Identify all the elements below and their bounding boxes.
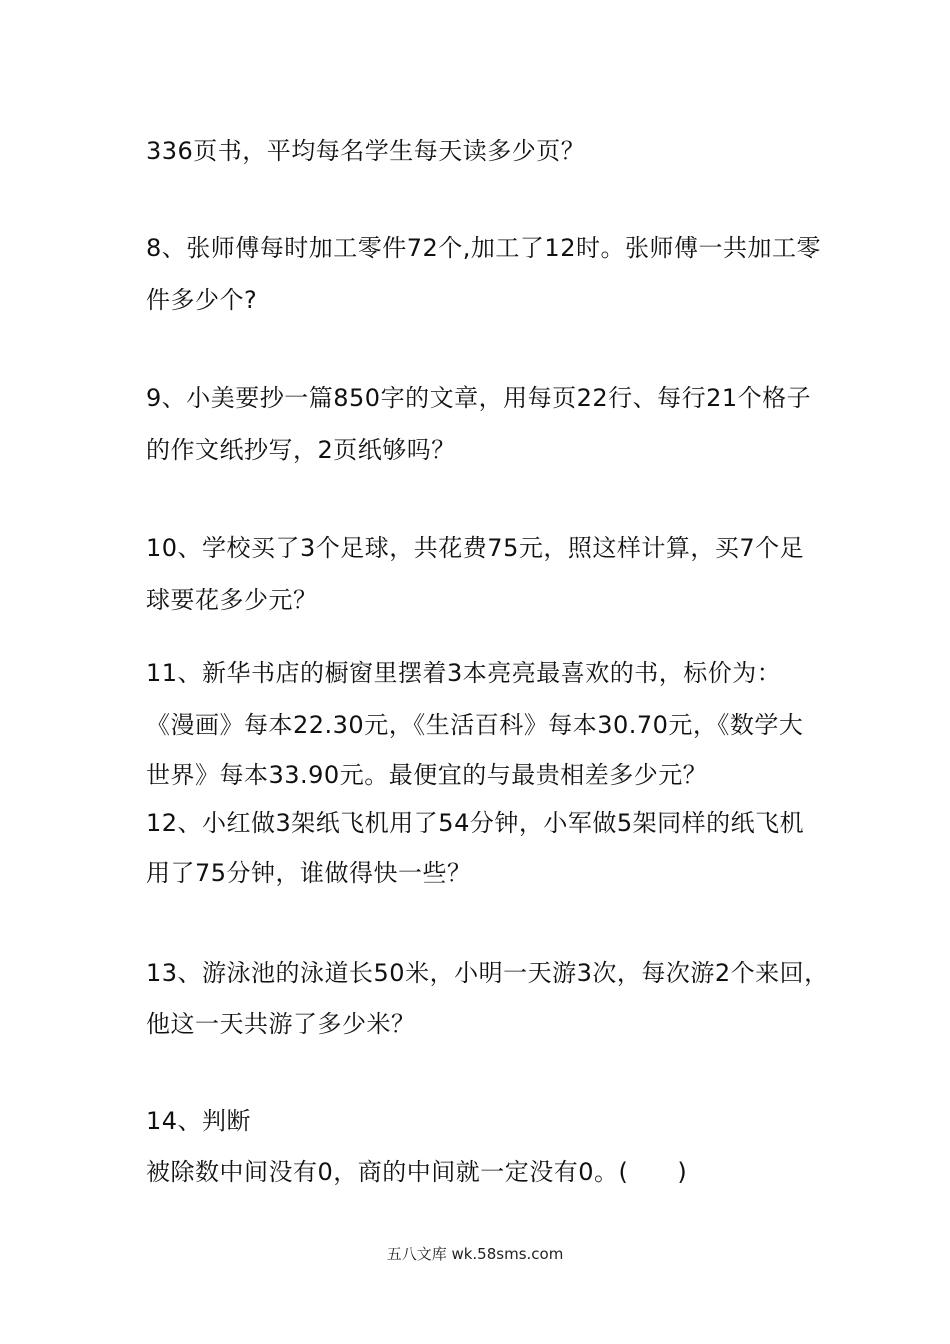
text-line-q8-2: 件多少个? [146,286,258,314]
text-line-q10-2: 球要花多少元？ [146,586,318,614]
footer-watermark: 五八文库 wk.58sms.com [386,1245,564,1263]
text-line-q14-statement: 被除数中间没有0，商的中间就一定没有0。( ) [146,1158,688,1186]
text-line-q13-2: 他这一天共游了多少米？ [146,1010,416,1038]
text-line-q13-1: 13、游泳池的泳道长50米，小明一天游3次，每次游2个来回， [146,959,829,987]
text-line-q9-2: 的作文纸抄写，2页纸够吗？ [146,436,456,464]
text-line-q12-1: 12、小红做3架纸飞机用了54分钟，小军做5架同样的纸飞机 [146,809,805,837]
text-line-q8-1: 8、张师傅每时加工零件72个,加工了12时。张师傅一共加工零 [146,234,821,262]
text-line-q7-continuation: 336页书，平均每名学生每天读多少页？ [146,137,586,165]
text-line-q11-1: 11、新华书店的橱窗里摆着3本亮亮最喜欢的书，标价为： [146,659,782,687]
text-line-q10-1: 10、学校买了3个足球，共花费75元，照这样计算，买7个足 [146,534,805,562]
text-line-q9-1: 9、小美要抄一篇850字的文章，用每页22行、每行21个格子 [146,384,812,412]
text-line-q12-2: 用了75分钟，谁做得快一些？ [146,859,472,887]
text-line-q11-2: 《漫画》每本22.30元，《生活百科》每本30.70元，《数学大 [146,711,804,739]
text-line-q14-title: 14、判断 [146,1107,252,1135]
text-line-q11-3: 世界》每本33.90元。最便宜的与最贵相差多少元？ [146,761,708,789]
